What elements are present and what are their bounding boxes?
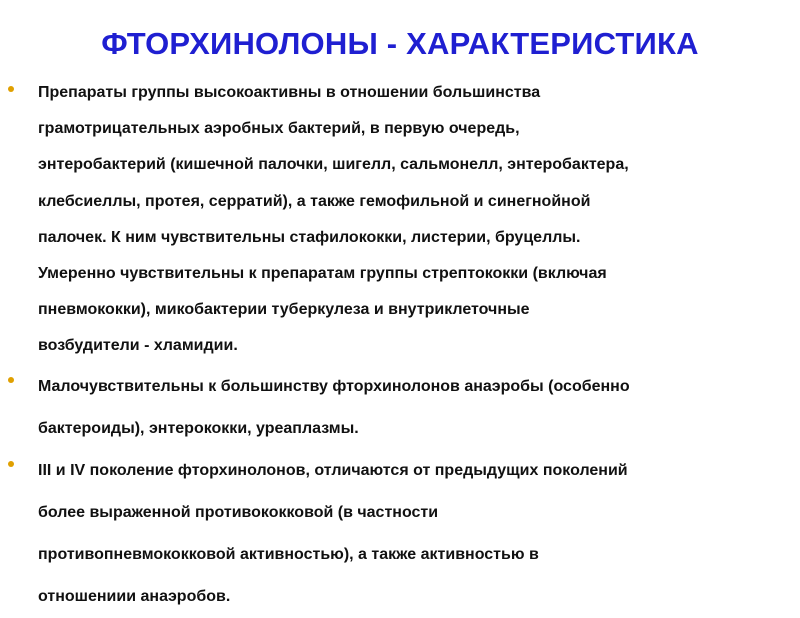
bullet-line: пневмококки), микобактерии туберкулеза и внутриклеточные: [38, 301, 530, 319]
slide-title: ФТОРХИНОЛОНЫ - ХАРАКТЕРИСТИКА: [101, 26, 699, 61]
bullet-dot-icon: [8, 86, 14, 92]
bullet-line: Препараты группы высокоактивны в отношении большинства: [38, 84, 541, 101]
bullet-line: бактероиды), энтерококки, уреаплазмы.: [38, 419, 359, 437]
bullet-line: энтеробактерий (кишечной палочки, шигелл, сальмонелл, энтеробактера,: [38, 156, 629, 174]
bullet-line: противопневмококковой активностью), а также активностью в: [38, 545, 539, 563]
bullet-item-generations: [0, 450, 800, 618]
bullet-list: [0, 75, 800, 618]
bullet-line: палочек. К ним чувствительны стафилококки, листерии, бруцеллы.: [38, 228, 581, 246]
bullet-line: возбудители - хламидии.: [38, 337, 238, 355]
bullet-line: отношениии анаэробов.: [38, 587, 231, 605]
bullet-dot-icon: [8, 377, 14, 383]
bullet-line: грамотрицательных аэробных бактерий, в первую очередь,: [38, 120, 520, 138]
bullet-line: Умеренно чувствительны к препаратам группы стрептококки (включая: [38, 265, 607, 283]
bullet-item-spectrum: [0, 75, 800, 365]
bullet-line: Малочувствительны к большинству фторхинолонов анаэробы (особенно: [38, 377, 630, 395]
bullet-line: III и IV поколение фторхинолонов, отличаются от предыдущих поколений: [38, 461, 628, 479]
bullet-item-low-sensitivity: [0, 366, 800, 450]
bullet-dot-icon: [8, 461, 14, 467]
bullet-line: клебсиеллы, протея, серратий), а также гемофильной и синегнойной: [38, 192, 591, 210]
bullet-line: более выраженной противококковой (в частности: [38, 503, 439, 521]
